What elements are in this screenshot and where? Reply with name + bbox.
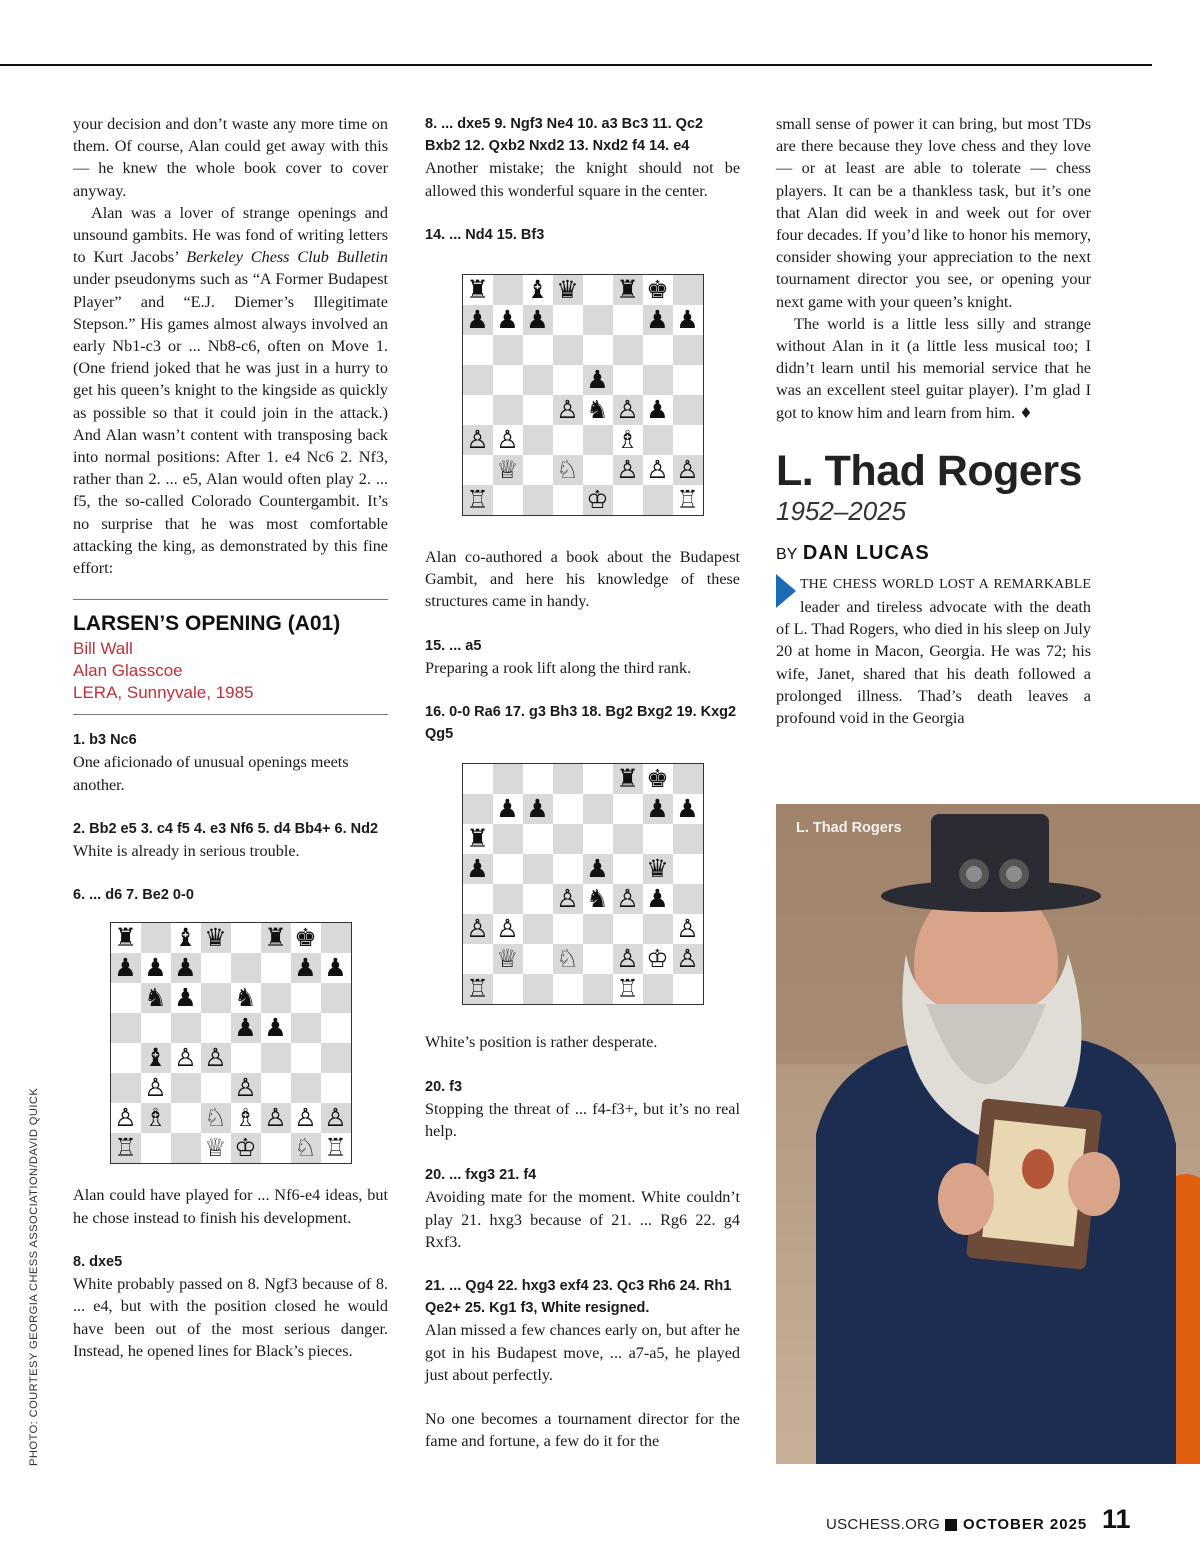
board-square (553, 854, 583, 884)
annotation: One aficionado of unusual openings meets another. (73, 753, 349, 794)
annotation: Preparing a rook lift along the third rank. (425, 658, 692, 677)
black-pawn-icon: ♟ (643, 794, 673, 824)
col3-paragraph (776, 313, 1091, 424)
black-rook-icon: ♜ (463, 824, 493, 854)
obituary-years: 1952–2025 (776, 495, 907, 526)
board-square (321, 983, 351, 1013)
column-1 (73, 113, 388, 1362)
white-pawn-icon: ♙ (171, 1043, 201, 1073)
white-king-icon: ♔ (643, 944, 673, 974)
annotation: Alan missed a few chances early on, but after he got in his Budapest move, ... a7-a5, he played just about perfectly. (425, 1321, 740, 1384)
photo-credit: PHOTO: COURTESY GEORGIA CHESS ASSOCIATION/DAVID QUICK (28, 1087, 40, 1466)
board-square (523, 884, 553, 914)
publication-title: Berkeley Chess Club Bulletin (186, 248, 388, 267)
black-pawn-icon: ♟ (583, 365, 613, 395)
black-king-icon: ♚ (643, 764, 673, 794)
board-square (523, 455, 553, 485)
board-square (583, 794, 613, 824)
white-queen-icon: ♕ (201, 1133, 231, 1163)
board-square (673, 974, 703, 1004)
text-span: The world is a little less silly and strange without Alan in it (a little less musical too; I didn’t learn until his memorial service that he was an excellent steel guitar player). I’m glad I got to know him and learn from him. (776, 314, 1091, 422)
board-square (523, 944, 553, 974)
col3-paragraph: small sense of power it can bring, but most TDs are there because they love chess and they love — or at least are able to tolerate — chess players. It can be a thankless task, but it’s one that Alan did week in and week out for over four decades. If you’d like to honor his memory, consider showing your appreciation to the next tournament director you see, or opening your next game with your queen’s knight. (776, 115, 1091, 311)
board-square (553, 485, 583, 515)
board-square (463, 365, 493, 395)
board-square (643, 365, 673, 395)
board-square (493, 275, 523, 305)
board-square (111, 983, 141, 1013)
page-footer (0, 1500, 1200, 1540)
white-pawn-icon: ♙ (553, 884, 583, 914)
white-player: Bill Wall (73, 639, 133, 659)
annotation: Alan co-authored a book about the Budapest Gambit, and here his knowledge of these structures came in handy. (425, 548, 740, 611)
board-square (523, 824, 553, 854)
board-square (493, 365, 523, 395)
board-square (463, 794, 493, 824)
black-bishop-icon: ♝ (171, 923, 201, 953)
white-pawn-icon: ♙ (673, 914, 703, 944)
black-knight-icon: ♞ (583, 395, 613, 425)
end-mark-icon: ♦ (1019, 403, 1033, 422)
move-text: 20. f3 (425, 1078, 463, 1095)
black-pawn-icon: ♟ (141, 953, 171, 983)
board-square (171, 1013, 201, 1043)
portrait-illustration (776, 804, 1200, 1464)
board-square (673, 824, 703, 854)
board-square (523, 425, 553, 455)
board-square (201, 983, 231, 1013)
board-square (613, 305, 643, 335)
board-square (613, 914, 643, 944)
white-bishop-icon: ♗ (141, 1103, 171, 1133)
board-square (673, 425, 703, 455)
board-square (643, 914, 673, 944)
footer-site[interactable]: USCHESS.ORG (826, 1516, 941, 1533)
board-square (261, 1073, 291, 1103)
board-square (643, 974, 673, 1004)
board-square (643, 425, 673, 455)
board-square (583, 305, 613, 335)
board-square (673, 764, 703, 794)
board-square (523, 335, 553, 365)
board-square (111, 1073, 141, 1103)
white-rook-icon: ♖ (321, 1133, 351, 1163)
white-rook-icon: ♖ (111, 1133, 141, 1163)
board-square (493, 395, 523, 425)
board-square (553, 824, 583, 854)
black-pawn-icon: ♟ (643, 305, 673, 335)
white-knight-icon: ♘ (553, 944, 583, 974)
black-pawn-icon: ♟ (643, 395, 673, 425)
move-text: 2. Bb2 e5 3. c4 f5 4. e3 Nf6 5. d4 Bb4+ 6. Nd2 (73, 820, 379, 837)
white-pawn-icon: ♙ (613, 455, 643, 485)
board-square (261, 983, 291, 1013)
black-pawn-icon: ♟ (463, 854, 493, 884)
board-square (261, 953, 291, 983)
chess-diagram-1 (110, 922, 352, 1164)
white-queen-icon: ♕ (493, 944, 523, 974)
board-square (493, 764, 523, 794)
white-pawn-icon: ♙ (613, 395, 643, 425)
board-square (583, 824, 613, 854)
white-pawn-icon: ♙ (141, 1073, 171, 1103)
board-square (583, 914, 613, 944)
board-square (523, 395, 553, 425)
white-pawn-icon: ♙ (321, 1103, 351, 1133)
annotation: Alan could have played for ... Nf6-e4 ideas, but he chose instead to finish his development. (73, 1186, 388, 1227)
board-square (523, 854, 553, 884)
board-square (111, 1013, 141, 1043)
page-number: 11 (1102, 1504, 1131, 1534)
board-square (583, 455, 613, 485)
move-text: 6. ... d6 7. Be2 0-0 (73, 887, 194, 904)
board-square (523, 974, 553, 1004)
move-text: 1. b3 Nc6 (73, 732, 137, 749)
move-text: 20. ... fxg3 21. f4 (425, 1167, 537, 1184)
board-square (613, 335, 643, 365)
move-text: 21. ... Qg4 22. hxg3 exf4 23. Qc3 Rh6 24. Rh1 Qe2+ 25. Kg1 f3, White resigned. (425, 1278, 732, 1317)
board-square (583, 974, 613, 1004)
board-square (321, 1073, 351, 1103)
board-square (643, 824, 673, 854)
board-square (493, 335, 523, 365)
white-knight-icon: ♘ (553, 455, 583, 485)
board-square (583, 944, 613, 974)
black-pawn-icon: ♟ (291, 953, 321, 983)
board-square (321, 1043, 351, 1073)
white-pawn-icon: ♙ (493, 425, 523, 455)
portrait-photo (776, 804, 1200, 1464)
board-square (493, 884, 523, 914)
white-bishop-icon: ♗ (613, 425, 643, 455)
board-square (141, 1133, 171, 1163)
white-pawn-icon: ♙ (643, 455, 673, 485)
move-text: 8. dxe5 (73, 1253, 123, 1270)
board-square (553, 974, 583, 1004)
board-square (141, 1013, 171, 1043)
lead-caps: THE CHESS WORLD LOST A REMARKABLE (800, 576, 1091, 592)
board-square (171, 1133, 201, 1163)
board-square (553, 365, 583, 395)
black-rook-icon: ♜ (613, 275, 643, 305)
black-rook-icon: ♜ (613, 764, 643, 794)
black-pawn-icon: ♟ (643, 884, 673, 914)
board-square (643, 485, 673, 515)
board-square (141, 923, 171, 953)
board-square (523, 764, 553, 794)
footer-square-icon (945, 1519, 957, 1531)
white-pawn-icon: ♙ (463, 425, 493, 455)
board-square (673, 854, 703, 884)
text-span: leader and tireless advocate with the death of L. Thad Rogers, who died in his sleep on July 20 at home in Macon, Georgia. He was 72; his wife, Janet, shared that his death followed a prolonged illness. Thad’s death leaves a profound void in the Georgia (776, 598, 1091, 728)
board-square (493, 974, 523, 1004)
white-knight-icon: ♘ (291, 1133, 321, 1163)
move-text: 15. ... a5 (425, 637, 482, 654)
board-square (583, 764, 613, 794)
board-square (673, 884, 703, 914)
black-bishop-icon: ♝ (523, 275, 553, 305)
black-player: Alan Glasscoe (73, 661, 183, 681)
board-square (673, 275, 703, 305)
column-3 (776, 113, 1091, 729)
board-square (231, 1043, 261, 1073)
black-pawn-icon: ♟ (261, 1013, 291, 1043)
board-square (673, 335, 703, 365)
board-square (613, 854, 643, 884)
black-pawn-icon: ♟ (673, 305, 703, 335)
board-square (613, 794, 643, 824)
photo-caption: L. Thad Rogers (796, 820, 902, 836)
lead-arrow-icon (776, 574, 796, 608)
move-text: 16. 0-0 Ra6 17. g3 Bh3 18. Bg2 Bxg2 19. Kxg2 Qg5 (425, 704, 737, 743)
white-pawn-icon: ♙ (291, 1103, 321, 1133)
black-knight-icon: ♞ (231, 983, 261, 1013)
board-square (523, 365, 553, 395)
white-rook-icon: ♖ (463, 485, 493, 515)
annotation: White probably passed on 8. Ngf3 because of 8. ... e4, but with the position closed he would have been out of the most serious danger. Instead, he opened lines for Black’s pieces. (73, 1275, 388, 1360)
white-pawn-icon: ♙ (613, 944, 643, 974)
board-square (291, 983, 321, 1013)
black-king-icon: ♚ (291, 923, 321, 953)
col1-paragraph: your decision and don’t waste any more time on them. Of course, Alan could get away with this — he knew the whole book cover to cover anyway. (73, 115, 388, 200)
black-pawn-icon: ♟ (171, 983, 201, 1013)
black-queen-icon: ♛ (553, 275, 583, 305)
annotation: White’s position is rather desperate. (425, 1033, 658, 1052)
top-rule (0, 64, 1152, 66)
board-square (201, 1013, 231, 1043)
black-pawn-icon: ♟ (523, 305, 553, 335)
board-square (463, 884, 493, 914)
annotation: Another mistake; the knight should not be allowed this wonderful square in the center. (425, 159, 740, 200)
board-square (231, 923, 261, 953)
board-square (321, 1013, 351, 1043)
black-queen-icon: ♛ (201, 923, 231, 953)
board-square (171, 1103, 201, 1133)
board-square (291, 1043, 321, 1073)
white-pawn-icon: ♙ (463, 914, 493, 944)
white-knight-icon: ♘ (201, 1103, 231, 1133)
black-queen-icon: ♛ (643, 854, 673, 884)
board-square (553, 764, 583, 794)
board-square (583, 425, 613, 455)
game-header-rule (73, 599, 388, 600)
col2-paragraph: No one becomes a tournament director for the fame and fortune, a few do it for the (425, 1410, 740, 1451)
board-square (493, 485, 523, 515)
black-rook-icon: ♜ (463, 275, 493, 305)
board-square (673, 395, 703, 425)
obituary-lead (776, 572, 1091, 729)
black-pawn-icon: ♟ (493, 305, 523, 335)
white-king-icon: ♔ (231, 1133, 261, 1163)
board-square (493, 854, 523, 884)
obituary-title: L. Thad Rogers (776, 446, 1082, 495)
white-pawn-icon: ♙ (261, 1103, 291, 1133)
text-span: Alan was a lover of strange openings and unsound gambits. He was fond of writing letters to Kurt Jacobs’ (73, 203, 388, 267)
board-square (463, 944, 493, 974)
board-square (523, 914, 553, 944)
board-square (553, 335, 583, 365)
by-word: BY (776, 545, 798, 563)
board-square (111, 1043, 141, 1073)
white-pawn-icon: ♙ (493, 914, 523, 944)
white-rook-icon: ♖ (613, 974, 643, 1004)
white-pawn-icon: ♙ (613, 884, 643, 914)
black-pawn-icon: ♟ (493, 794, 523, 824)
board-square (261, 1043, 291, 1073)
col1-paragraph-openings (73, 202, 388, 579)
annotation: White is already in serious trouble. (73, 842, 300, 861)
board-square (463, 335, 493, 365)
footer-issue: OCTOBER 2025 (963, 1516, 1088, 1533)
annotation: Stopping the threat of ... f4-f3+, but it’s no real help. (425, 1099, 740, 1141)
board-square (463, 764, 493, 794)
board-square (463, 455, 493, 485)
black-rook-icon: ♜ (261, 923, 291, 953)
black-pawn-icon: ♟ (111, 953, 141, 983)
game-header (73, 599, 388, 715)
board-square (553, 914, 583, 944)
white-queen-icon: ♕ (493, 455, 523, 485)
white-king-icon: ♔ (583, 485, 613, 515)
black-knight-icon: ♞ (583, 884, 613, 914)
white-rook-icon: ♖ (673, 485, 703, 515)
byline (776, 540, 1091, 568)
board-square (553, 425, 583, 455)
board-square (321, 923, 351, 953)
board-square (493, 824, 523, 854)
game-title: LARSEN’S OPENING (A01) (73, 612, 341, 636)
board-square (291, 1073, 321, 1103)
black-pawn-icon: ♟ (171, 953, 201, 983)
white-pawn-icon: ♙ (231, 1073, 261, 1103)
board-square (553, 305, 583, 335)
author-name: DAN LUCAS (802, 541, 930, 564)
move-text: 14. ... Nd4 15. Bf3 (425, 226, 545, 243)
black-pawn-icon: ♟ (463, 305, 493, 335)
board-square (613, 824, 643, 854)
black-pawn-icon: ♟ (673, 794, 703, 824)
board-square (201, 1073, 231, 1103)
chess-diagram-2 (462, 274, 704, 516)
board-square (613, 365, 643, 395)
text-span: under pseudonyms such as “A Former Budapest Player” and “E.J. Diemer’s Illegitimate Stepson.” His games almost always involved an early Nb1-c3 or ... Nb8-c6, often on Move 1. (One friend joked that he was just in a hurry to get his queen’s knight to the kingside as quickly as possible so that it could join in the attack.) And Alan wasn’t content with transposing back into normal positions: After 1. e4 Nc6 2. Nf3, rather than 2. ... e5, Alan would often play 2. ... f5, the so-called Colorado Countergambit. It’s no surprise that he was most comfortable attacking the king, as demonstrated by this fine effort: (73, 270, 388, 578)
white-pawn-icon: ♙ (553, 395, 583, 425)
board-square (553, 794, 583, 824)
black-pawn-icon: ♟ (523, 794, 553, 824)
black-pawn-icon: ♟ (583, 854, 613, 884)
board-square (583, 275, 613, 305)
board-square (201, 953, 231, 983)
black-rook-icon: ♜ (111, 923, 141, 953)
white-bishop-icon: ♗ (231, 1103, 261, 1133)
board-square (643, 335, 673, 365)
board-square (673, 365, 703, 395)
black-king-icon: ♚ (643, 275, 673, 305)
column-2 (425, 113, 740, 1452)
black-pawn-icon: ♟ (321, 953, 351, 983)
board-square (613, 485, 643, 515)
black-bishop-icon: ♝ (141, 1043, 171, 1073)
game-event: LERA, Sunnyvale, 1985 (73, 683, 254, 703)
black-pawn-icon: ♟ (231, 1013, 261, 1043)
board-square (291, 1013, 321, 1043)
white-rook-icon: ♖ (463, 974, 493, 1004)
board-square (583, 335, 613, 365)
black-knight-icon: ♞ (141, 983, 171, 1013)
chess-diagram-3 (462, 763, 704, 1005)
board-square (523, 485, 553, 515)
white-pawn-icon: ♙ (111, 1103, 141, 1133)
move-text: 8. ... dxe5 9. Ngf3 Ne4 10. a3 Bc3 11. Qc2 Bxb2 12. Qxb2 Nxd2 13. Nxd2 f4 14. e4 (425, 116, 704, 155)
white-pawn-icon: ♙ (201, 1043, 231, 1073)
annotation: Avoiding mate for the moment. White couldn’t play 21. hxg3 because of 21. ... Rg6 22. g4 Rxf3. (425, 1188, 740, 1251)
board-square (231, 953, 261, 983)
white-pawn-icon: ♙ (673, 944, 703, 974)
board-square (463, 395, 493, 425)
board-square (171, 1073, 201, 1103)
board-square (261, 1133, 291, 1163)
white-pawn-icon: ♙ (673, 455, 703, 485)
